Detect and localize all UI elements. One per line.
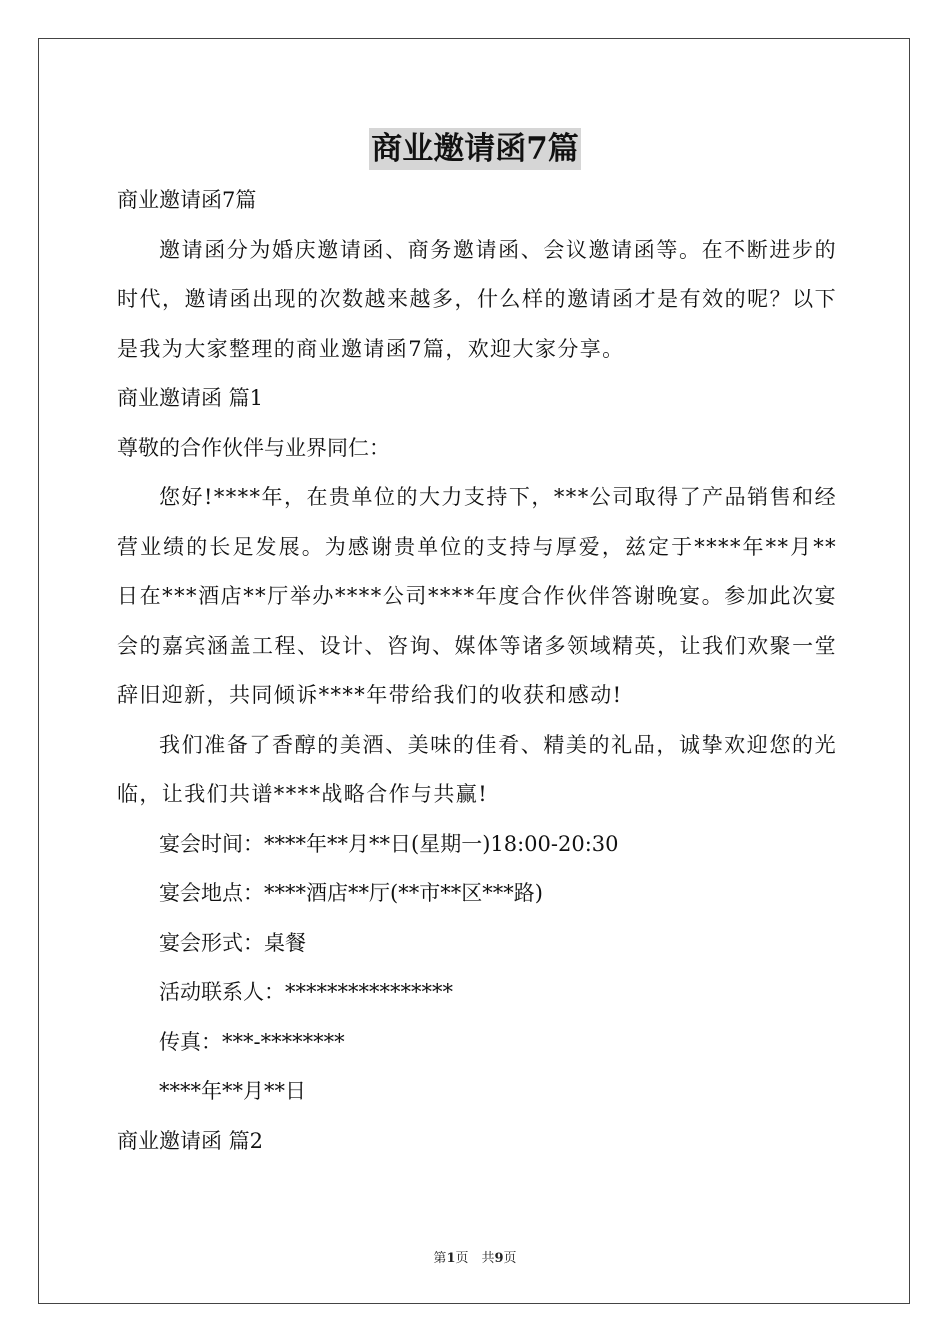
- detail-time: 宴会时间：****年**月**日(星期一)18:00-20:30: [159, 831, 619, 856]
- footer-suffix: 页: [503, 1251, 517, 1266]
- document-subtitle: 商业邀请函7篇: [117, 188, 257, 212]
- body-paragraph-2: 我们准备了香醇的美酒、美味的佳肴、精美的礼品，诚挚欢迎您的光临，让我们共谱****战略合作与共赢!: [117, 732, 837, 806]
- detail-format: 宴会形式：桌餐: [159, 930, 306, 955]
- body-paragraph-1: 您好!****年，在贵单位的大力支持下，***公司取得了产品销售和经营业绩的长足发展。为感谢贵单位的支持与厚爱，兹定于****年**月**日在***酒店**厅举办****公司****年度合作伙伴答谢晚宴。参加此次宴会的嘉宾涵盖工程、设计、咨询、媒体等诸多领域精英，让我们欢聚一堂辞旧迎新，共同倾诉****年带给我们的收获和感动!: [117, 485, 837, 707]
- footer-mid: 页 共: [455, 1251, 495, 1266]
- title-area: [0, 128, 950, 170]
- footer-prefix: 第: [433, 1251, 447, 1266]
- detail-contact: 活动联系人：****************: [159, 980, 453, 1004]
- footer-current-page: 1: [446, 1251, 456, 1266]
- detail-fax: 传真：***-********: [159, 1029, 345, 1054]
- page-footer: [0, 1247, 950, 1266]
- salutation: 尊敬的合作伙伴与业界同仁：: [117, 435, 390, 460]
- section-heading-2: 商业邀请函 篇2: [117, 1128, 264, 1153]
- document-title: 商业邀请函7篇: [369, 128, 581, 170]
- detail-date: ****年**月**日: [159, 1079, 306, 1103]
- intro-paragraph: 邀请函分为婚庆邀请函、商务邀请函、会议邀请函等。在不断进步的时代，邀请函出现的次数越来越多，什么样的邀请函才是有效的呢？以下是我为大家整理的商业邀请函7篇，欢迎大家分享。: [117, 237, 837, 361]
- section-heading-1: 商业邀请函 篇1: [117, 386, 264, 410]
- footer-total-pages: 9: [494, 1251, 504, 1266]
- detail-location: 宴会地点：****酒店**厅(**市**区***路): [159, 881, 543, 905]
- document-body: [117, 176, 837, 1166]
